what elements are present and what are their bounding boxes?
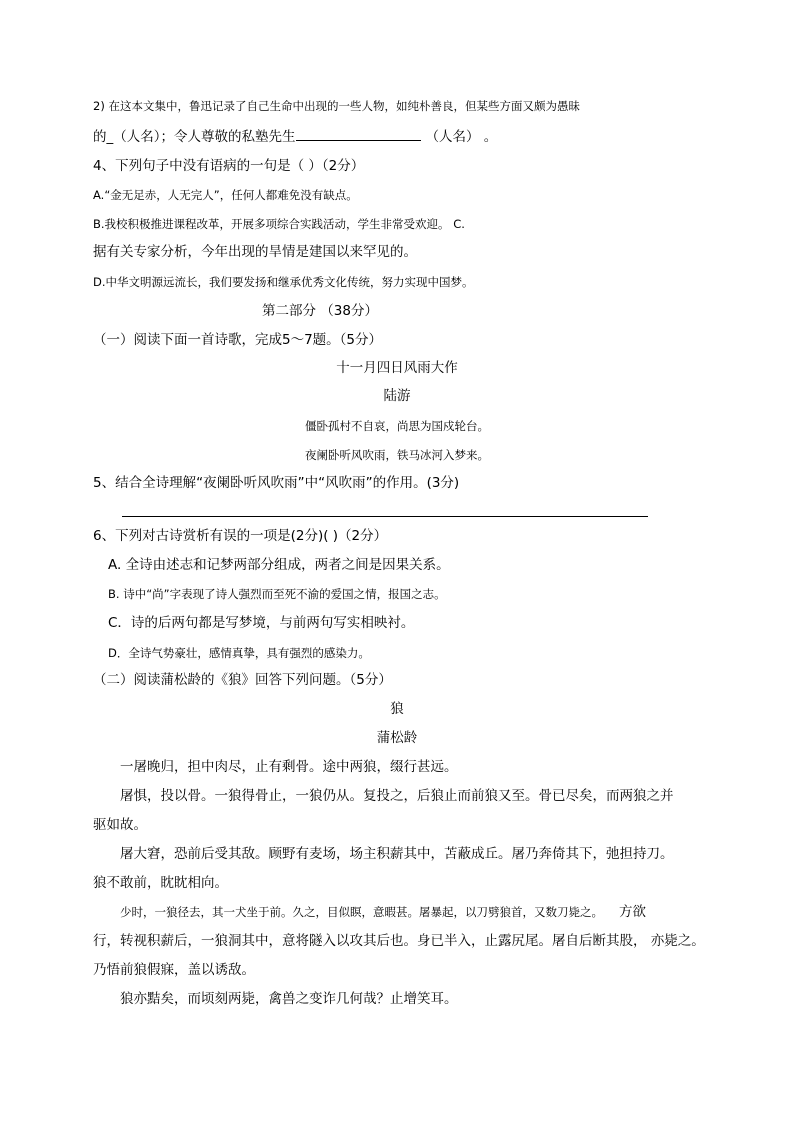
q2-line1: 2) 在这本文集中，鲁迅记录了自己生命中出现的一些人物，如纯朴善良，但某些方面又颇为愚昧 [93,99,580,113]
q4-option-a: A.“金无足赤，人无完人”，任何人都难免没有缺点。 [93,188,358,202]
part2-heading: 第二部分 （38分） [262,303,378,319]
q2-line2 [93,126,497,147]
name-blank[interactable] [296,126,421,141]
wolf-para-3-line-1: 屠大窘，恐前后受其敌。顾野有麦场，场主积薪其中，苫蔽成丘。屠乃奔倚其下，弛担持刀。 [120,846,674,862]
wolf-para-4-line-2: 行，转视积薪后，一狼洞其中，意将隧入以攻其后也。身已半入，止露尻尾。屠自后断其股， 亦毙之。 [93,933,705,949]
wolf-para-2-line-1: 屠惧，投以骨。一狼得骨止，一狼仍从。复投之，后狼止而前狼又至。骨已尽矣，而两狼之并 [120,788,674,804]
poem-author: 陆游 [383,388,411,404]
q6-option-d: D．全诗气势豪壮，感情真挚，具有强烈的感染力。 [108,646,370,660]
section1-heading: （一）阅读下面一首诗歌，完成5～7题。（5分） [93,332,383,348]
q2-line2-start: 的_（人名）；令人尊敬的私塾先生 [93,129,296,145]
q6-option-c: C．诗的后两句都是写梦境，与前两句写实相映衬。 [108,615,415,631]
wolf-para-4-line-1 [120,902,646,922]
wolf-author: 蒲松龄 [376,730,418,746]
wolf-para-4-small-text: 少时，一狼径去，其一犬坐于前。久之，目似瞑，意暇甚。屠暴起，以刀劈狼首，又数刀毙之。 [120,905,603,919]
q5-answer-line[interactable] [122,516,648,517]
wolf-para-4-line-3: 乃悟前狼假寐，盖以诱敌。 [93,962,255,978]
q2-line2-end: （人名） 。 [425,129,498,145]
section2-heading: （二）阅读蒲松龄的《狼》回答下列问题。（5分） [93,672,392,688]
poem-line-2: 夜阑卧听风吹雨，铁马冰河入梦来。 [305,448,489,462]
q5-stem: 5、结合全诗理解“夜阑卧听风吹雨”中“风吹雨”的作用。(3分) [93,475,460,491]
wolf-para-4-tail: 方欲 [619,904,646,920]
wolf-para-2-line-2: 驱如故。 [93,817,147,833]
q6-option-a: A. 全诗由述志和记梦两部分组成，两者之间是因果关系。 [108,557,450,573]
wolf-para-1: 一屠晚归，担中肉尽，止有剩骨。途中两狼，缀行甚远。 [120,759,458,775]
q4-option-b: B.我校积极推进课程改革，开展多项综合实践活动，学生非常受欢迎。 C. [93,217,465,231]
poem-line-1: 僵卧孤村不自哀，尚思为国戍轮台。 [305,419,489,433]
wolf-para-3-line-2: 狼不敢前，眈眈相向。 [93,875,228,891]
q6-option-b: B. 诗中“尚”字表现了诗人强烈而至死不渝的爱国之情，报国之志。 [108,587,446,601]
q6-stem: 6、下列对古诗赏析有误的一项是(2分)( )（2分） [93,528,388,544]
q4-option-d: D.中华文明源远流长，我们要发扬和继承优秀文化传统，努力实现中国梦。 [93,275,474,289]
wolf-title: 狼 [390,701,404,717]
q4-option-c: 据有关专家分析，今年出现的旱情是建国以来罕见的。 [93,244,417,260]
poem-title: 十一月四日风雨大作 [336,360,458,376]
wolf-para-5: 狼亦黠矣，而顷刻两毙，禽兽之变诈几何哉？止增笑耳。 [120,991,458,1007]
q4-stem: 4、下列句子中没有语病的一句是（ ）（2分） [93,158,365,174]
